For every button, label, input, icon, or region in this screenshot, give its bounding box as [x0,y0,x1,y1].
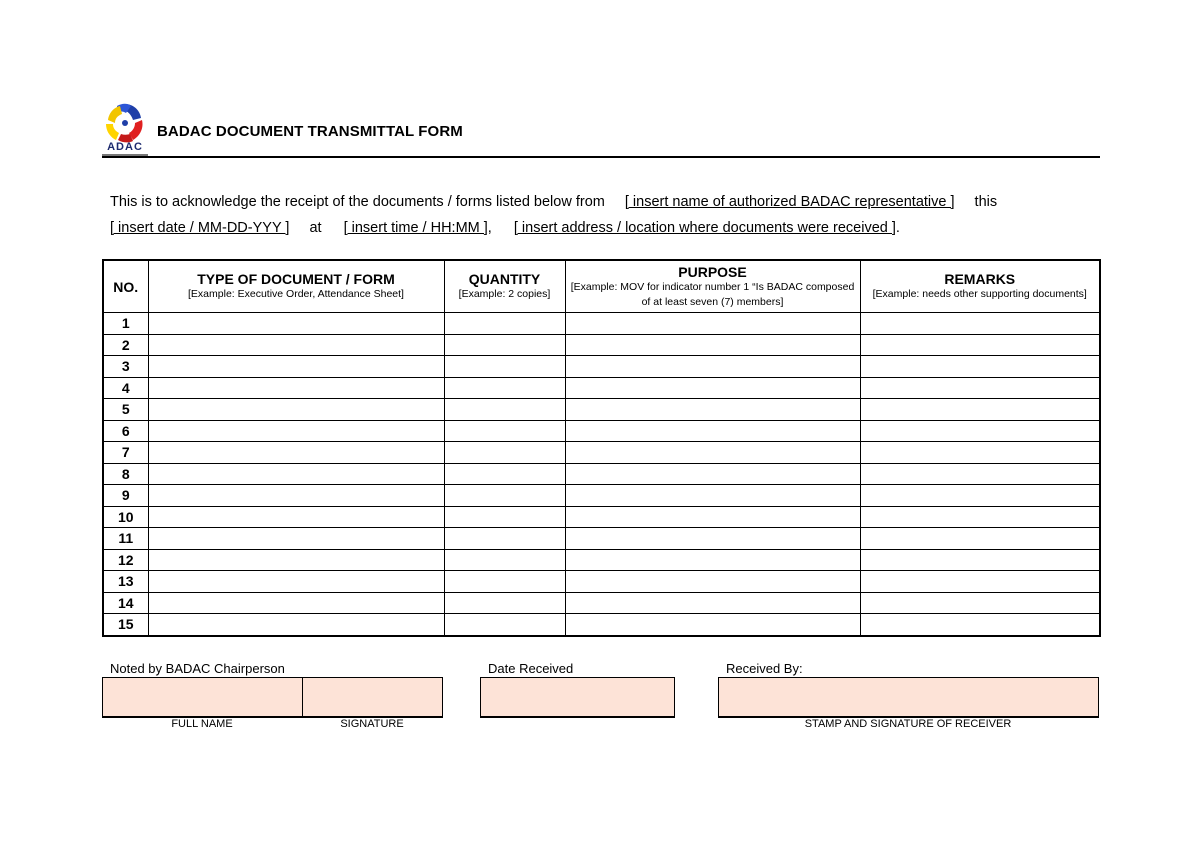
type-cell[interactable] [148,571,444,593]
purpose-cell[interactable] [565,420,860,442]
table-row [103,506,1100,528]
table-header-row [103,260,1100,313]
remarks-cell[interactable] [860,485,1100,507]
table-row [103,356,1100,378]
table-row [103,399,1100,421]
ack-period: . [895,220,900,236]
ack-at: at [309,220,322,236]
representative-field[interactable]: [ insert name of authorized BADAC representative ] [624,194,955,210]
quantity-cell[interactable] [444,399,565,421]
remarks-cell[interactable] [860,571,1100,593]
date-field[interactable]: [ insert date / MM-DD-YYY ] [110,220,290,236]
row-number: 3 [103,356,148,378]
ack-line-1 [110,194,997,210]
chairperson-full-name-field[interactable] [102,677,303,718]
quantity-cell[interactable] [444,377,565,399]
table-row [103,485,1100,507]
row-number: 12 [103,549,148,571]
type-cell[interactable] [148,463,444,485]
table-row [103,571,1100,593]
quantity-cell[interactable] [444,571,565,593]
type-cell[interactable] [148,485,444,507]
purpose-cell[interactable] [565,485,860,507]
remarks-cell[interactable] [860,442,1100,464]
type-cell[interactable] [148,399,444,421]
remarks-cell[interactable] [860,399,1100,421]
time-field[interactable]: [ insert time / HH:MM ] [343,220,488,236]
remarks-cell[interactable] [860,506,1100,528]
purpose-cell[interactable] [565,334,860,356]
date-received-field[interactable] [480,677,675,718]
stamp-caption: STAMP AND SIGNATURE OF RECEIVER [804,718,1012,730]
type-cell[interactable] [148,506,444,528]
chairperson-signature-field[interactable] [302,677,443,718]
col-header-purpose: PURPOSE [Example: MOV for indicator number 1 “Is BADAC composed of at least seven (7) members] [565,260,860,313]
type-cell[interactable] [148,356,444,378]
purpose-cell[interactable] [565,592,860,614]
badac-logo [100,100,150,158]
remarks-cell[interactable] [860,592,1100,614]
quantity-cell[interactable] [444,420,565,442]
row-number: 8 [103,463,148,485]
logo-text: ADAC [107,141,143,153]
row-number: 11 [103,528,148,550]
table-row [103,528,1100,550]
remarks-cell[interactable] [860,528,1100,550]
table-row [103,463,1100,485]
table-row [103,334,1100,356]
row-number: 4 [103,377,148,399]
date-received-label: Date Received [488,661,574,676]
col-header-remarks: REMARKS [Example: needs other supporting documents] [860,260,1100,313]
remarks-cell[interactable] [860,549,1100,571]
remarks-cell[interactable] [860,377,1100,399]
ack-line-2 [110,220,900,236]
purpose-cell[interactable] [565,313,860,335]
purpose-cell[interactable] [565,442,860,464]
quantity-cell[interactable] [444,592,565,614]
purpose-cell[interactable] [565,356,860,378]
quantity-cell[interactable] [444,313,565,335]
quantity-cell[interactable] [444,614,565,636]
row-number: 6 [103,420,148,442]
row-number: 13 [103,571,148,593]
address-field[interactable]: [ insert address / location where documents were received ] [513,220,896,236]
col-header-type: TYPE OF DOCUMENT / FORM [Example: Executive Order, Attendance Sheet] [148,260,444,313]
remarks-cell[interactable] [860,614,1100,636]
table-row [103,442,1100,464]
quantity-cell[interactable] [444,506,565,528]
purpose-cell[interactable] [565,528,860,550]
type-cell[interactable] [148,313,444,335]
ack-this: this [974,194,998,210]
remarks-cell[interactable] [860,313,1100,335]
documents-table [102,259,1101,637]
table-row [103,420,1100,442]
ack-intro: This is to acknowledge the receipt of the documents / forms listed below from [110,194,605,210]
row-number: 1 [103,313,148,335]
type-cell[interactable] [148,614,444,636]
type-cell[interactable] [148,334,444,356]
form-title: BADAC DOCUMENT TRANSMITTAL FORM [157,123,463,140]
table-row [103,549,1100,571]
purpose-cell[interactable] [565,463,860,485]
col-header-quantity: QUANTITY [Example: 2 copies] [444,260,565,313]
type-cell[interactable] [148,442,444,464]
table-row [103,614,1100,636]
quantity-cell[interactable] [444,334,565,356]
purpose-cell[interactable] [565,399,860,421]
quantity-cell[interactable] [444,549,565,571]
ack-comma: , [487,220,492,236]
quantity-cell[interactable] [444,356,565,378]
purpose-cell[interactable] [565,377,860,399]
purpose-cell[interactable] [565,506,860,528]
remarks-cell[interactable] [860,463,1100,485]
type-cell[interactable] [148,528,444,550]
full-name-caption: FULL NAME [171,718,233,730]
type-cell[interactable] [148,592,444,614]
purpose-cell[interactable] [565,549,860,571]
row-number: 10 [103,506,148,528]
row-number: 7 [103,442,148,464]
row-number: 15 [103,614,148,636]
type-cell[interactable] [148,549,444,571]
noted-by-label: Noted by BADAC Chairperson [110,661,285,676]
row-number: 14 [103,592,148,614]
remarks-cell[interactable] [860,334,1100,356]
type-cell[interactable] [148,377,444,399]
badac-logo-icon [100,100,150,146]
remarks-cell[interactable] [860,356,1100,378]
table-row [103,313,1100,335]
table-row [103,592,1100,614]
title-divider [102,156,1100,158]
table-row [103,377,1100,399]
quantity-cell[interactable] [444,442,565,464]
signature-caption: SIGNATURE [340,718,404,730]
purpose-cell[interactable] [565,571,860,593]
quantity-cell[interactable] [444,485,565,507]
quantity-cell[interactable] [444,463,565,485]
received-by-label: Received By: [726,661,803,676]
receiver-stamp-signature-field[interactable] [718,677,1099,718]
row-number: 5 [103,399,148,421]
col-header-no: NO. [103,260,148,313]
purpose-cell[interactable] [565,614,860,636]
row-number: 2 [103,334,148,356]
type-cell[interactable] [148,420,444,442]
row-number: 9 [103,485,148,507]
quantity-cell[interactable] [444,528,565,550]
remarks-cell[interactable] [860,420,1100,442]
